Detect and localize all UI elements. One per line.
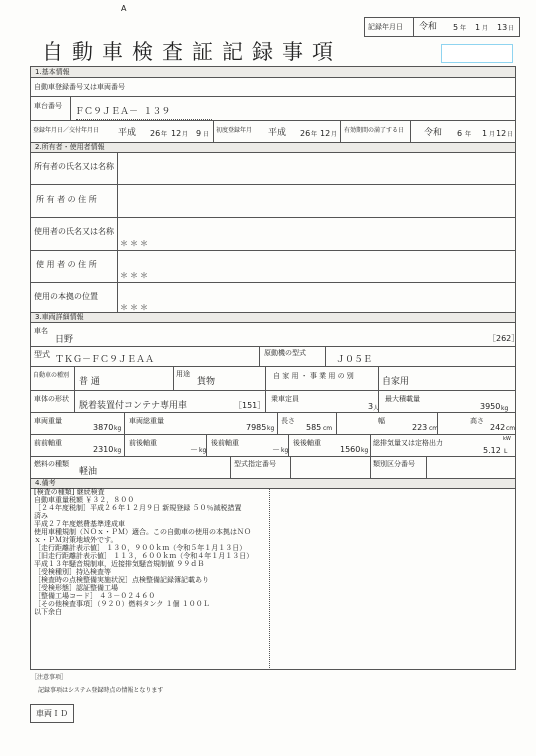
section-remarks-title: 4.備考 (35, 479, 56, 487)
kind-value: 普 通 (79, 377, 100, 387)
capacity-value: 3 (368, 402, 374, 411)
first-reg-month: 12 (320, 129, 331, 138)
reg-date-era: 平成 (118, 128, 137, 138)
weight-label: 車両重量 (34, 417, 62, 425)
rear-front-axle-value: － (272, 445, 280, 454)
rear-front-axle-label: 後前軸重 (211, 439, 239, 447)
car-name-label: 車名 (34, 327, 48, 335)
record-date-era: 令和 (419, 22, 438, 32)
user-name-value: ＊＊＊ (120, 239, 150, 248)
section-vehicle-bar (31, 313, 515, 322)
length-label: 長さ (281, 417, 295, 425)
category-label: 類別区分番号 (373, 460, 415, 468)
remark-line: ｘ・ＰＭ対策地域外です。 (34, 536, 118, 544)
model-label: 型式 (34, 350, 50, 359)
section-remarks-bar (31, 479, 515, 488)
body-shape-value: 脱着装置付コンテナ専用車 (79, 401, 188, 411)
remark-line: 済み (34, 512, 48, 520)
height-value: 242 (490, 423, 506, 432)
body-shape-code: ［151］ (234, 401, 266, 410)
displacement-value: 5.12 (483, 446, 501, 455)
notes-text: 記録事項はシステム登録時点の情報となります (38, 687, 164, 694)
remark-line: 自動車重量税額 ￥３２，８００ (34, 496, 135, 504)
engine-label: 原動機の型式 (264, 349, 306, 357)
remark-line: 平成２７年度燃費基準達成車 (34, 520, 125, 528)
reg-date-label: 登録年月日／交付年月日 (33, 127, 100, 134)
width-label: 幅 (378, 417, 385, 425)
record-date-year: 5 (453, 23, 459, 32)
max-load-label: 最大積載量 (385, 395, 420, 403)
front-rear-axle-label: 前後軸重 (129, 439, 157, 447)
rear-rear-axle-label: 後後軸重 (293, 439, 321, 447)
base-location-value: ＊＊＊ (120, 303, 150, 312)
displacement-label: 総排気量又は定格出力 (373, 439, 443, 447)
user-address-label: 使 用 者 の 住 所 (36, 260, 97, 269)
rear-rear-axle-value: 1560 (340, 445, 361, 454)
length-value: 585 (306, 423, 322, 432)
remark-line: 平成１３年騒音規制車，近接排気騒音規制値 ９９ｄＢ (34, 560, 205, 568)
header-mark: A (121, 4, 127, 13)
height-label: 高さ (470, 417, 484, 425)
front-rear-axle-value: － (190, 445, 198, 454)
first-reg-label: 初度登録年月 (216, 127, 253, 134)
reg-date-day: 9 (196, 129, 202, 138)
type-designation-label: 型式指定番号 (234, 460, 276, 468)
remark-line: ［受検形態］認証整備工場 (34, 584, 118, 592)
remark-line: [検査の種類] 継続検査 (34, 488, 105, 496)
gross-weight-label: 車両総重量 (129, 417, 164, 425)
chassis-number-label: 車台番号 (34, 102, 62, 110)
reg-date-year: 26 (150, 129, 161, 138)
record-date-label: 記録年月日 (368, 23, 403, 31)
car-name-code: ［262］ (488, 334, 520, 343)
capacity-label: 乗車定員 (271, 395, 299, 403)
section-vehicle-title: 3.車両詳細情報 (35, 313, 84, 321)
model-value: ＴＫＧ－ＦＣ９ＪＥＡＡ (55, 355, 155, 365)
reg-number-label: 自動車登録番号又は車両番号 (34, 83, 125, 91)
vehicle-id-box (30, 704, 74, 723)
section-owners-title: 2.所有者・使用者情報 (35, 143, 105, 151)
remark-line: 使用車種規制（ＮＯｘ・ＰＭ）適合。この自動車の使用の本拠はＮＯ (34, 528, 251, 536)
first-reg-year: 26 (300, 129, 311, 138)
record-date-box: 記録年月日 令和 5 年 1 月 13 日 (364, 17, 520, 37)
private-business-value: 自家用 (382, 377, 410, 387)
remark-line: 以下余白 (34, 608, 62, 616)
reg-date-month: 12 (171, 129, 182, 138)
expiry-month: 1 (482, 129, 488, 138)
expiry-era: 令和 (424, 128, 443, 138)
record-date-day: 13 (497, 23, 508, 32)
user-name-label: 使用者の氏名又は名称 (34, 227, 114, 236)
car-name-value: 日野 (55, 335, 74, 345)
gross-weight-value: 7985 (246, 423, 267, 432)
max-load-value: 3950 (480, 402, 501, 411)
body-shape-label: 車体の形状 (34, 395, 69, 403)
private-business-label: 自 家 用 ・ 事 業 用 の 別 (273, 372, 354, 380)
remark-line: ［２４年度税制］平成２６年１２月９日 新規登録 ５０％減税措置 (34, 504, 242, 512)
fuel-label: 燃料の種類 (34, 460, 69, 468)
first-reg-era: 平成 (268, 128, 287, 138)
section-basic-bar (31, 67, 515, 77)
kind-label: 自動車の種別 (33, 372, 70, 379)
fuel-value: 軽油 (79, 467, 98, 477)
notes-label: ［注意事項］ (31, 674, 68, 681)
width-value: 223 (412, 423, 428, 432)
owner-address-label: 所 有 者 の 住 所 (36, 195, 97, 204)
remark-line: ［整備工場コード］ ４３－０２４６０ (34, 592, 156, 600)
expiry-label: 有効期間の満了する日 (344, 127, 405, 134)
expiry-year: 6 (457, 129, 463, 138)
user-address-value: ＊＊＊ (120, 271, 150, 280)
stamp-box (441, 44, 513, 63)
front-front-axle-value: 2310 (93, 445, 114, 454)
engine-value: Ｊ０５Ｅ (336, 355, 373, 365)
remark-line: ［検査時の点検整備実施状況］点検整備記録簿記載あり (34, 576, 209, 584)
use-value: 貨物 (197, 377, 216, 387)
expiry-day: 12 (496, 129, 507, 138)
remark-line: ［その他検査事項］（９２０）燃料タンク １個 １００Ｌ (34, 600, 210, 608)
page-title: 自動車検査証記録事項 (42, 40, 342, 64)
remark-line: ［旧走行距離計表示値］ １１３，６００ｋｍ（令和４年１月１３日） (34, 552, 254, 560)
chassis-number-value: ＦＣ９ＪＥＡ－ １３９ (75, 107, 171, 117)
record-date-month: 1 (475, 23, 481, 32)
vehicle-id-label: 車両ＩＤ (36, 709, 68, 718)
section-basic-title: 1.基本情報 (35, 68, 70, 76)
remark-line: ［受検種別］持込検査等 (34, 568, 111, 576)
owner-name-label: 所有者の氏名又は名称 (34, 162, 114, 171)
remark-line: ［走行距離計表示値］ １３０，９００ｋｍ（令和５年１月１３日） (34, 544, 247, 552)
weight-value: 3870 (93, 423, 114, 432)
front-front-axle-label: 前前軸重 (34, 439, 62, 447)
base-location-label: 使用の本拠の位置 (34, 292, 98, 301)
use-label: 用途 (176, 370, 190, 378)
